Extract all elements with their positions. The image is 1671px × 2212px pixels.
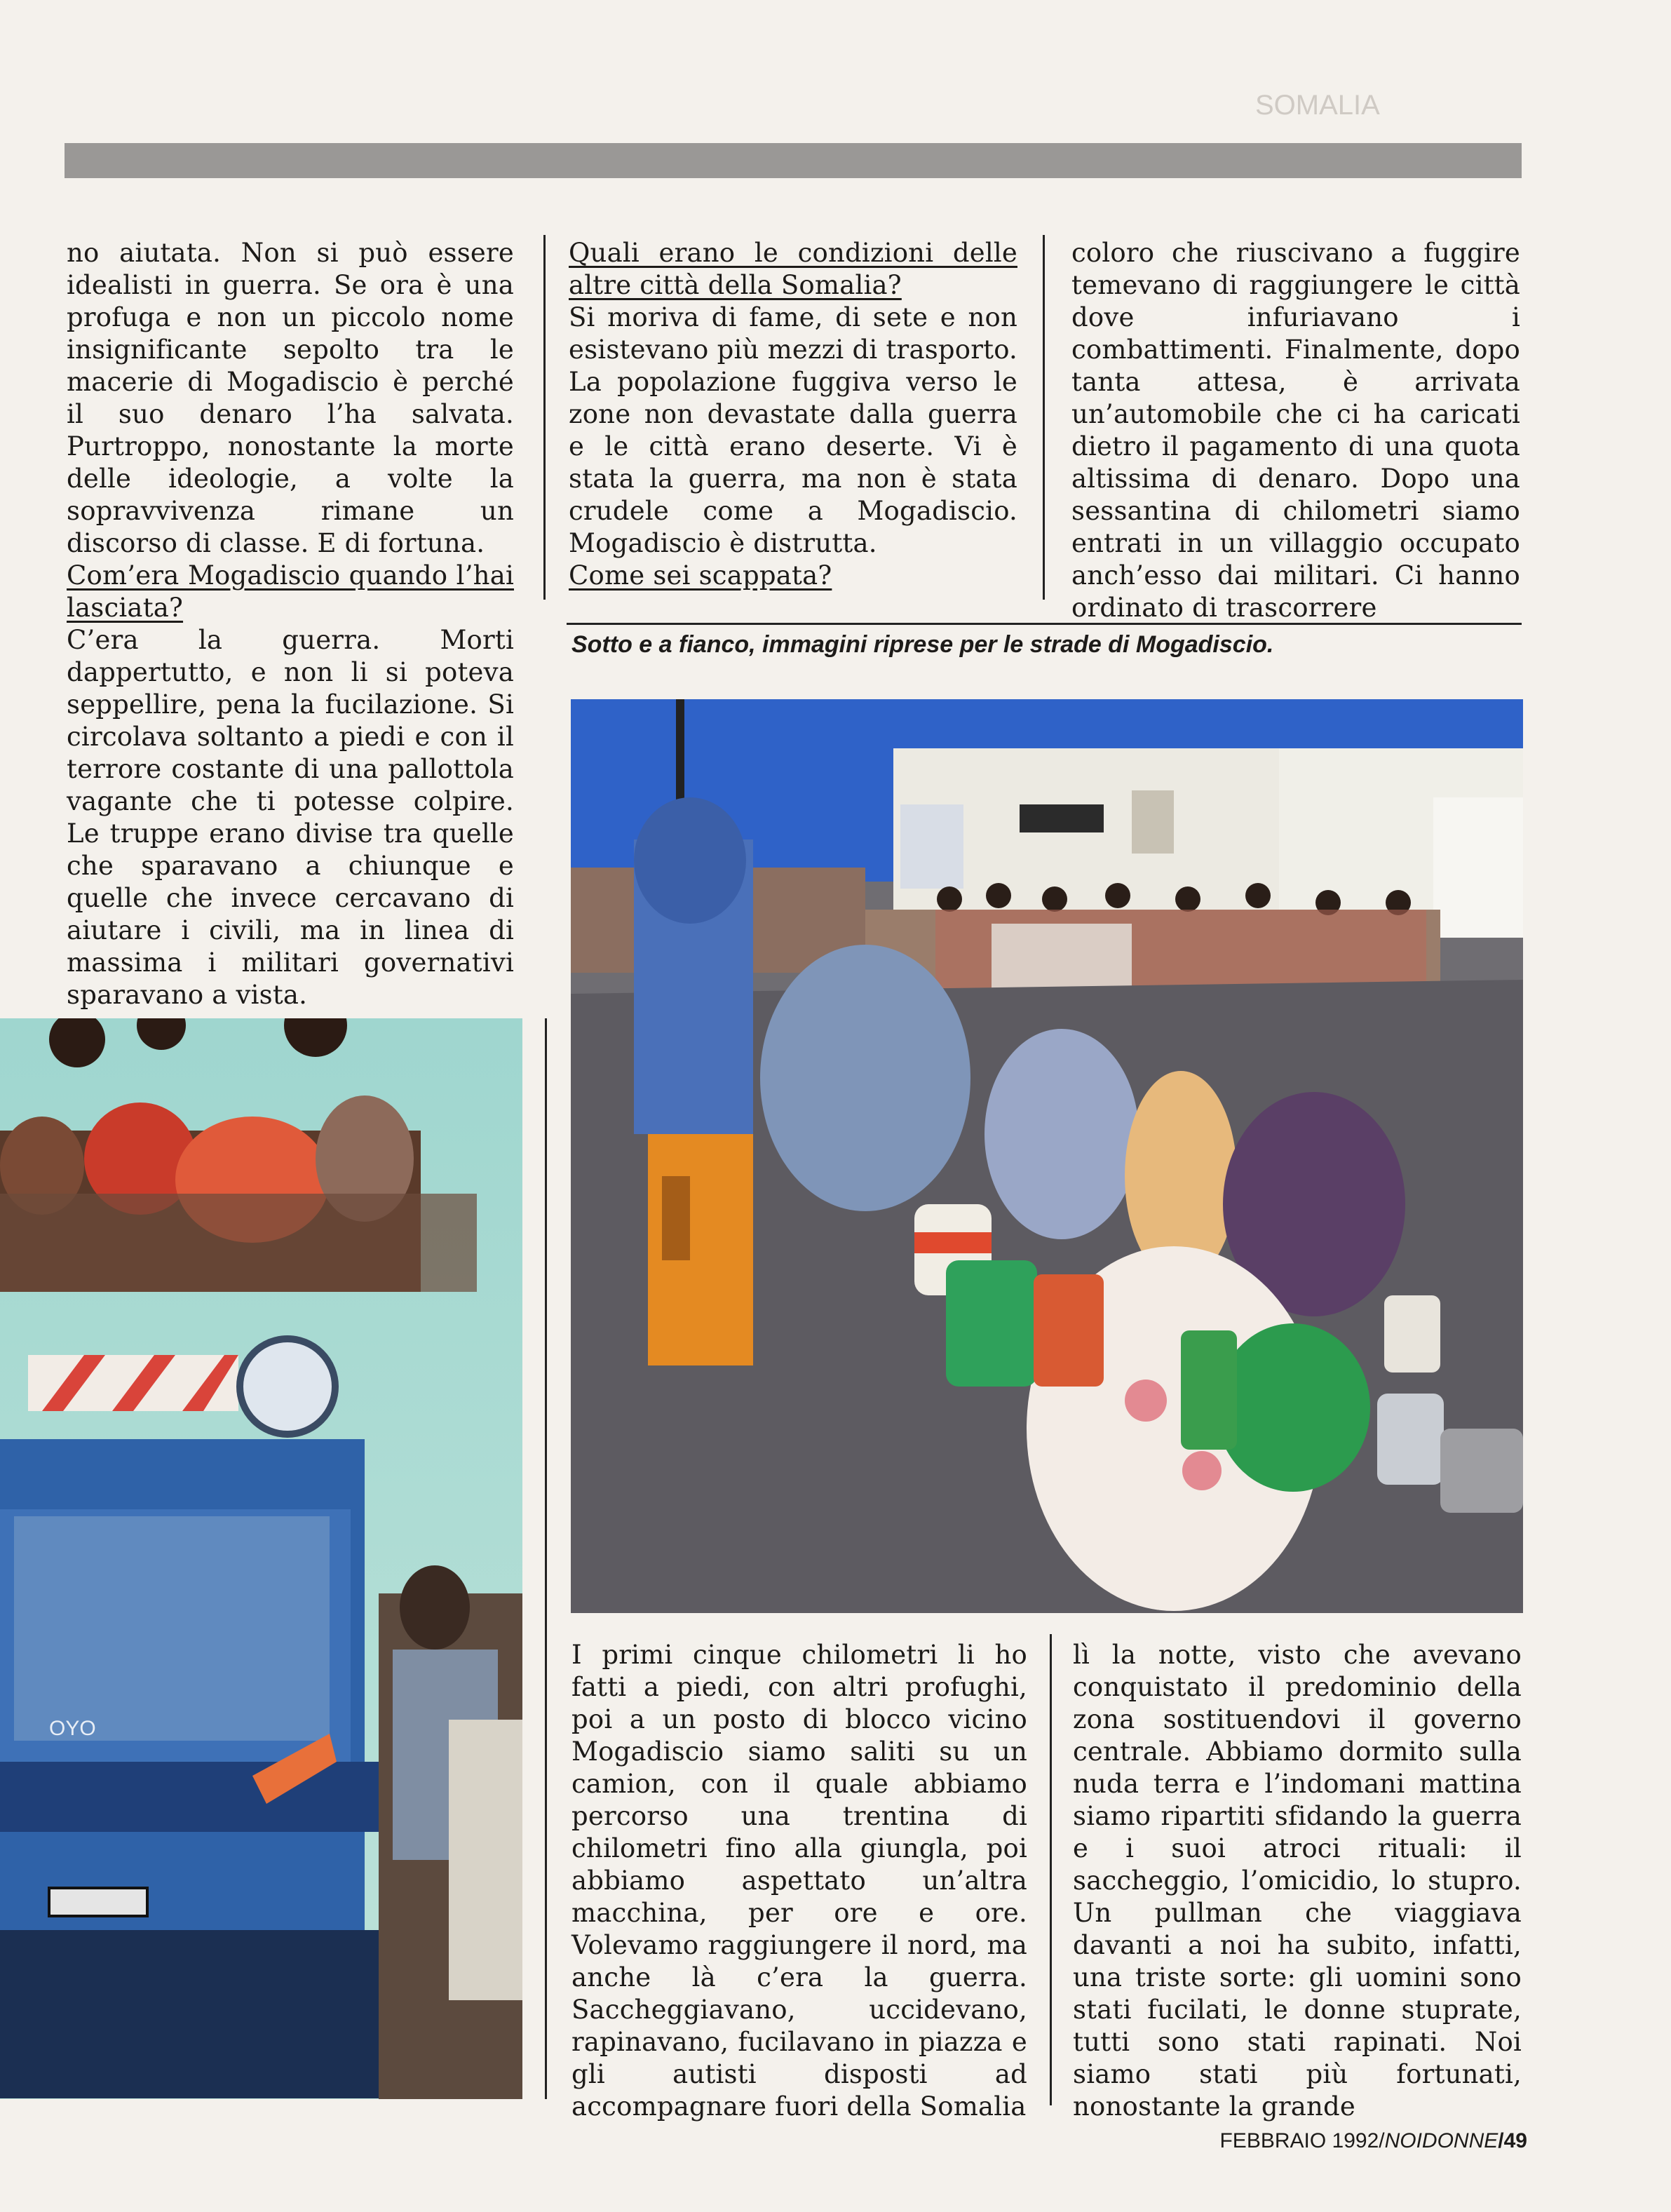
column-3: [1071, 237, 1520, 624]
column-divider: [545, 1018, 547, 2099]
column-divider: [543, 235, 546, 600]
column-divider: [1043, 235, 1045, 600]
paragraph: C’era la guerra. Morti dappertutto, e non li si poteva seppellire, pena la fucilazione. Si circolava soltanto a piedi e con il terrore costante di una pallottola vagante che ti potesse colpire. Le truppe erano divise tra quelle che sparavano a chiunque e quelle che invece cercavano di aiutare i civili, ma in linea di massima i militari governativi sparavano a vista.: [67, 625, 514, 1010]
interview-question: Quali erano le condizioni delle altre città della Somalia?: [569, 238, 1017, 300]
street-photo-image: [571, 699, 1523, 1613]
truck-logo-text: OYO: [49, 1717, 96, 1740]
footer-magazine: NOIDONNE: [1384, 2129, 1499, 2152]
column-2: [569, 237, 1017, 592]
paragraph: lì la notte, visto che avevano conquistato il predominio della zona sostituendovi il governo centrale. Abbiamo dormito sulla nuda terra e l’indomani mattina siamo ripartiti sfidando la guerra e i suoi atroci rituali: il saccheggio, l’omicidio, lo stupro. Un pullman che viaggiava davanti a noi ha subito, infatti, una triste sorte: gli uomini sono stati fucilati, le donne stuprate, tutti sono stati rapinati. Noi siamo stati più fortunati, nonostante la grande: [1073, 1640, 1522, 2122]
column-5: [1073, 1639, 1522, 2123]
page-footer: [1122, 2129, 1527, 2153]
paragraph: I primi cinque chilometri li ho fatti a piedi, con altri profughi, poi a un posto di blocco vicino Mogadiscio siamo saliti su un camion, con il quale abbiamo percorso una trentina di chilometri fino alla giungla, poi abbiamo aspettato un’altra macchina, per ore e ore. Volevamo raggiungere il nord, ma anche là c’era la guerra. Saccheggiavano, uccidevano, rapinavano, fucilavano in piazza e gli autisti disposti ad accompagnare fuori della Somalia: [571, 1640, 1027, 2122]
column-1: [67, 237, 514, 1011]
paragraph: Si moriva di fame, di sete e non esistevano più mezzi di trasporto. La popolazione fuggiva verso le zone non devastate dalla guerra e le città erano deserte. Vi è stata la guerra, ma non è stata crudele come a Mogadiscio. Mogadiscio è distrutta.: [569, 302, 1017, 558]
caption-rule: [567, 623, 1522, 625]
column-4: [571, 1639, 1027, 2123]
paragraph: no aiutata. Non si può essere idealisti in guerra. Se ora è una profuga e non un piccolo nome insignificante sepolto tra le macerie di Mogadiscio è perché il suo denaro l’ha salvata. Purtroppo, nonostante la morte delle ideologie, a volte la sopravvivenza rimane un discorso di classe. E di fortuna.: [67, 238, 514, 558]
column-divider: [1050, 1634, 1052, 2105]
page-number: /49: [1498, 2129, 1527, 2152]
footer-date: FEBBRAIO 1992/: [1219, 2129, 1385, 2152]
interview-question: Com’era Mogadiscio quando l’hai lasciata?: [67, 560, 514, 623]
section-ghost-label: SOMALIA: [1255, 90, 1380, 121]
street-photo: [571, 699, 1523, 1613]
photo-caption: Sotto e a fianco, immagini riprese per le strade di Mogadiscio.: [571, 631, 1274, 658]
interview-question: Come sei scappata?: [569, 560, 832, 591]
paragraph: coloro che riuscivano a fuggire temevano di raggiungere le città dove infuriavano i combattimenti. Finalmente, dopo tanta attesa, è arrivata un’automobile che ci ha caricati dietro il pagamento di una quota altissima di denaro. Dopo una sessantina di chilometri siamo entrati in un villaggio occupato anch’esso dai militari. Ci hanno ordinato di trascorrere: [1071, 238, 1520, 623]
truck-photo: [0, 1018, 522, 2099]
header-rule-bar: [65, 143, 1522, 178]
truck-photo-image: [0, 1018, 522, 2099]
